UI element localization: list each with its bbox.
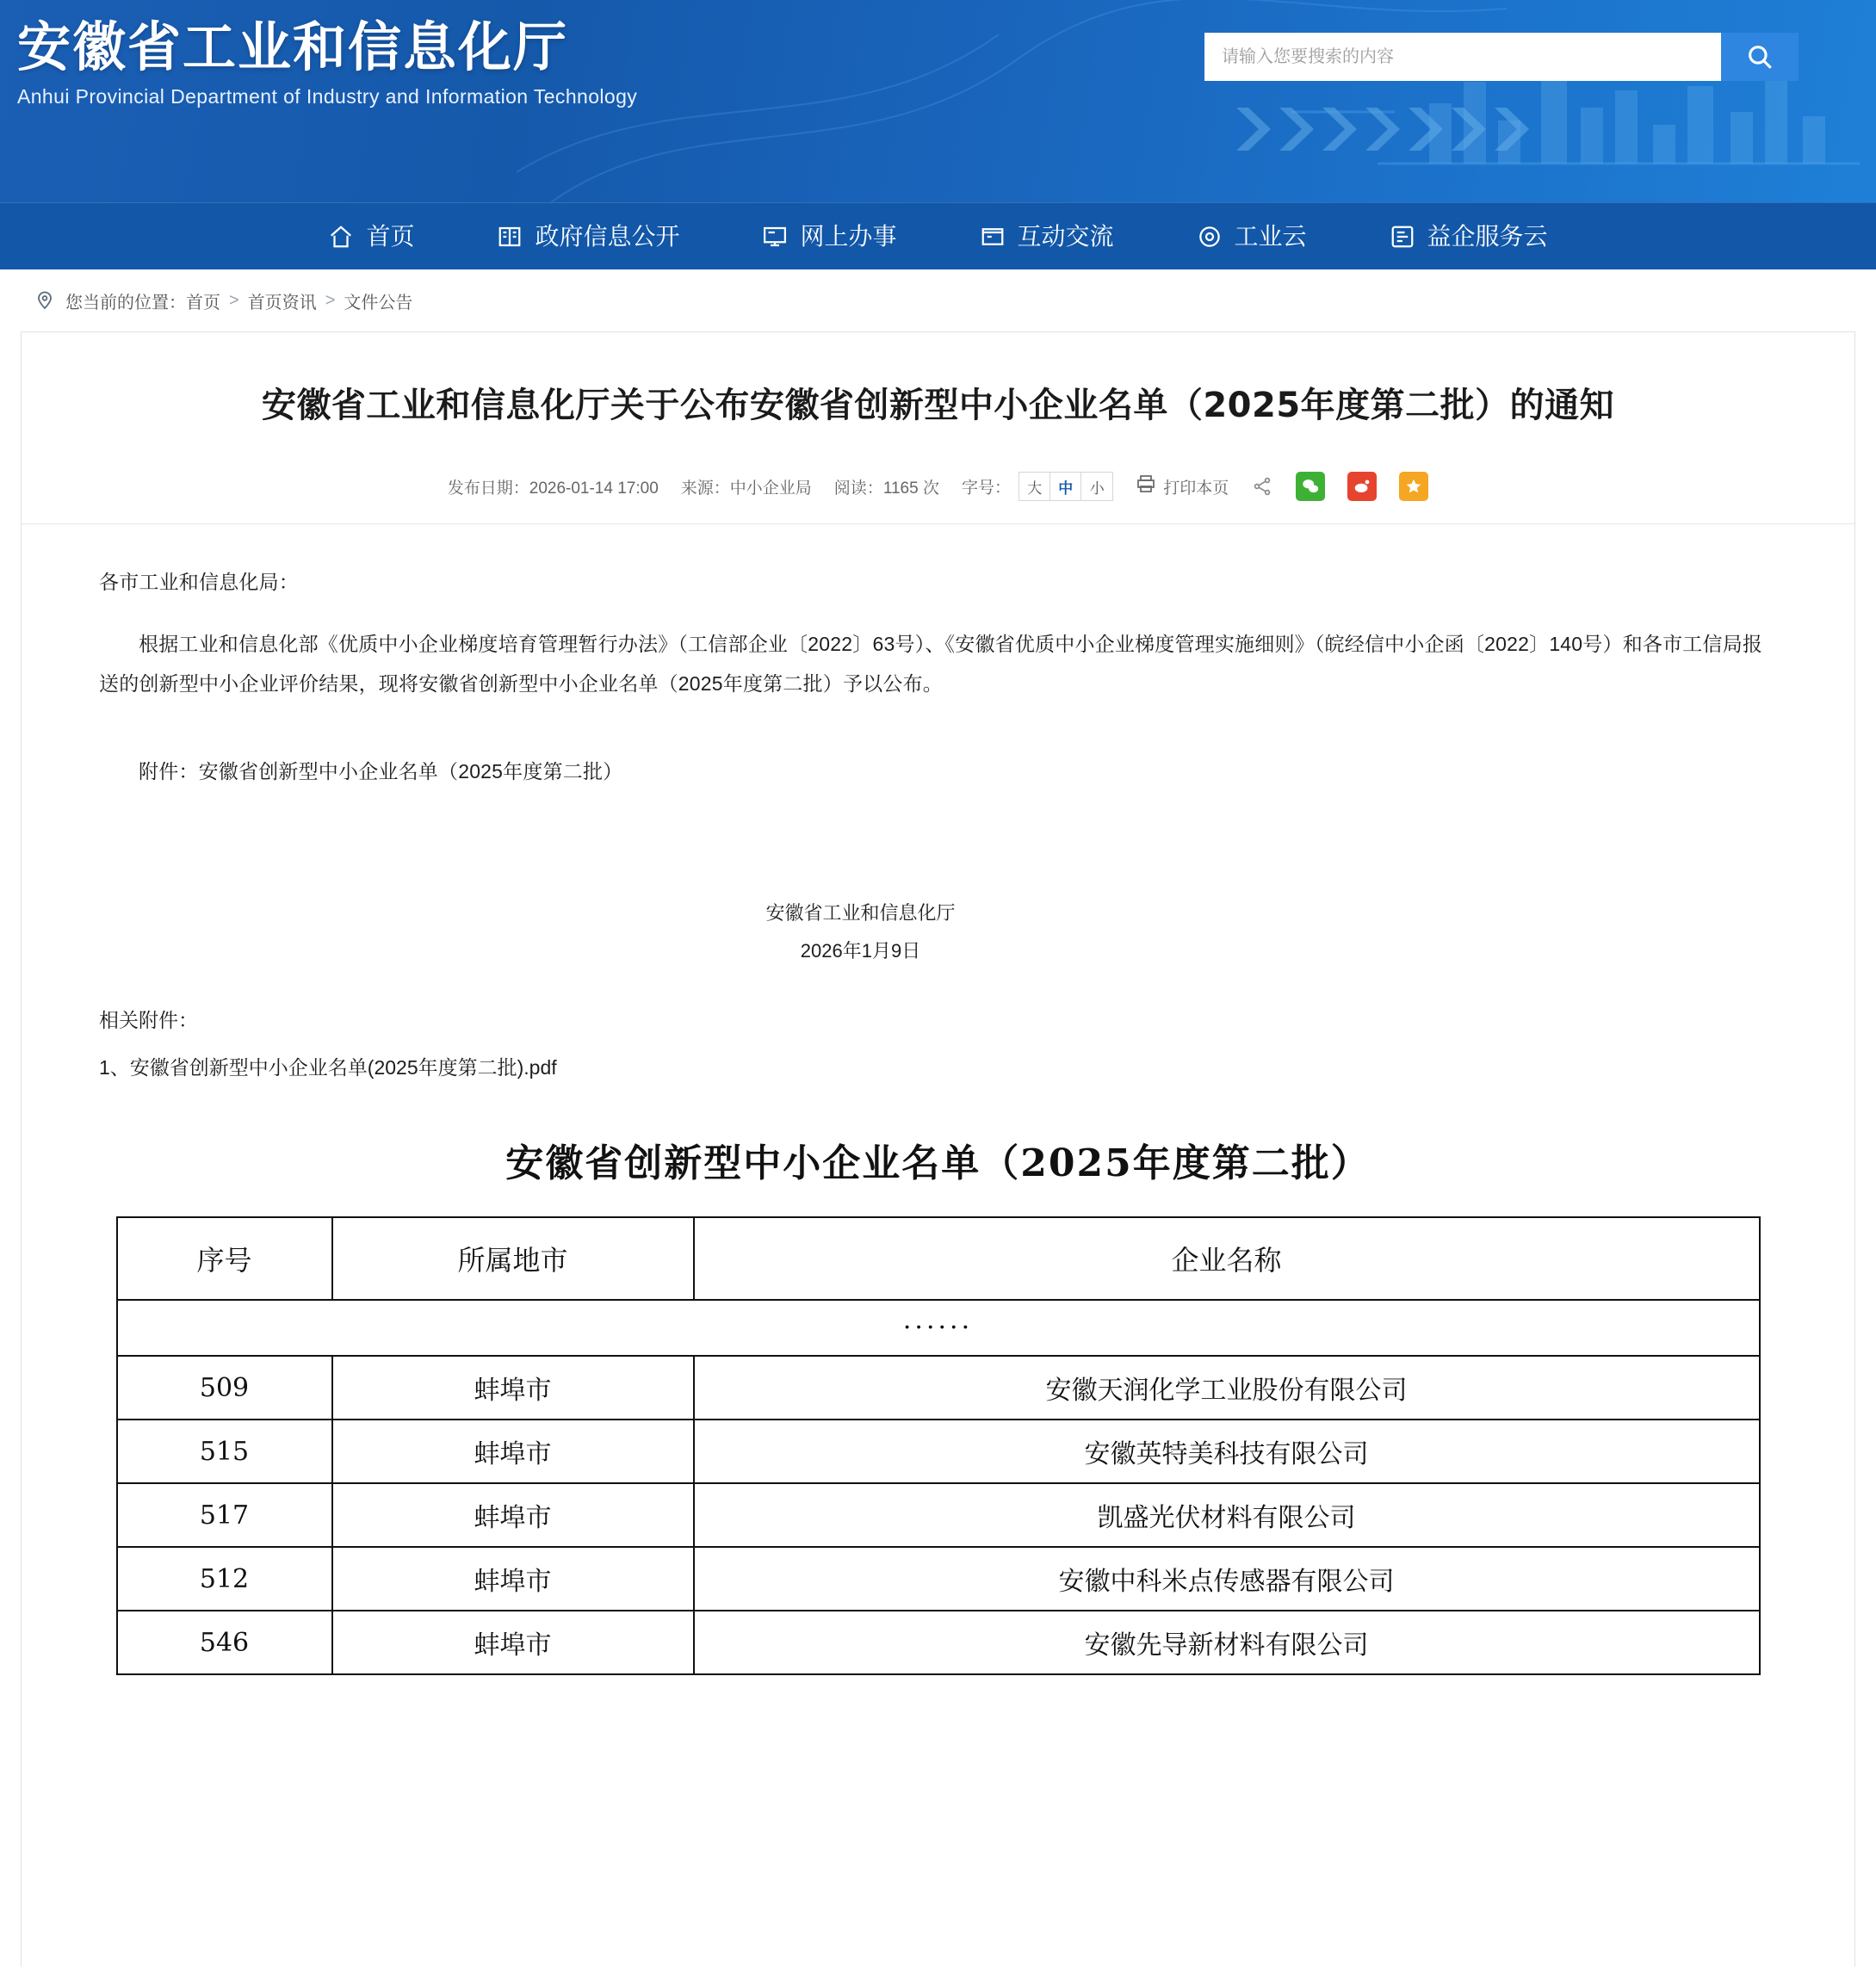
source-label: 来源： [680,479,730,498]
publish-date [448,475,659,498]
share-icon[interactable] [1251,472,1273,501]
nav-item-industrial-cloud[interactable] [1155,203,1348,270]
article-paragraph-salutation: 各市工业和信息化局： [99,571,299,593]
table-row [117,1547,1760,1611]
site-header [0,0,1876,202]
signature-block [99,894,1777,970]
breadcrumb-item-notice[interactable]: 文件公告 [344,293,413,312]
cell-city: 蚌埠市 [332,1483,694,1547]
cell-index: 517 [117,1483,332,1547]
nav-label: 工业云 [1234,222,1307,250]
search-input[interactable] [1204,33,1721,81]
source-value: 中小企业局 [729,479,812,498]
nav-item-online-service[interactable] [721,203,938,270]
fontsize-options [1018,472,1113,501]
column-header-index: 序号 [117,1217,332,1300]
table-row-ellipsis [117,1300,1760,1356]
search-button[interactable] [1721,33,1799,81]
meta-divider [22,523,1854,524]
table-row [117,1483,1760,1547]
article-panel [21,331,1855,1967]
printer-icon [1136,473,1156,499]
nav-label: 益企服务云 [1427,222,1548,250]
service-icon [1390,224,1415,250]
nav-item-gov-info[interactable] [455,203,721,270]
attachments-heading: 相关附件： [99,1009,198,1031]
home-icon [328,224,354,250]
article-paragraph-main: 根据工业和信息化部《优质中小企业梯度培育管理暂行办法》（工信部企业〔2022〕63号）、《安徽省优质中小企业梯度管理实施细则》（皖经信中小企函〔2022〕140号）和各市工信局报送的创新型中小企业评价结果，现将安徽省创新型中小企业名单（2025年度第二批）予以公布。 [99,633,1763,695]
site-title-cn: 安徽省工业和信息化厅 [17,15,569,78]
breadcrumb-item-news[interactable]: 首页资讯 [247,293,317,312]
cell-city: 蚌埠市 [332,1547,694,1611]
mail-icon [980,224,1006,250]
cloud-icon [1197,224,1223,250]
page-title: 安徽省工业和信息化厅关于公布安徽省创新型中小企业名单（2025年度第二批）的通知 [261,386,1615,425]
list-title: 安徽省创新型中小企业名单（2025年度第二批） [505,1141,1371,1185]
site-brand[interactable] [17,15,637,108]
monitor-icon [762,224,788,250]
fontsize-medium[interactable]: 中 [1050,473,1081,500]
signature-org: 安徽省工业和信息化厅 [765,902,956,924]
nav-label: 网上办事 [800,222,897,250]
favorite-icon[interactable] [1399,472,1428,501]
location-pin-icon [34,290,55,311]
weibo-icon[interactable] [1347,472,1377,501]
search-box [1204,33,1799,81]
book-icon [497,224,523,250]
views-value: 1165 次 [882,479,939,498]
print-label: 打印本页 [1163,479,1229,498]
cell-index: 515 [117,1420,332,1483]
nav-label: 互动交流 [1017,222,1114,250]
nav-item-interaction[interactable] [938,203,1155,270]
table-header-row [117,1217,1760,1300]
fontsize-control [962,472,1113,501]
nav-label: 首页 [366,222,415,250]
print-button[interactable] [1136,473,1229,499]
cell-index: 546 [117,1611,332,1674]
table-row [117,1420,1760,1483]
nav-label: 政府信息公开 [535,222,680,250]
breadcrumb [0,269,1876,331]
breadcrumb-separator: > [229,290,239,310]
cell-company: 安徽中科米点传感器有限公司 [694,1547,1760,1611]
cell-city: 蚌埠市 [332,1611,694,1674]
wechat-icon[interactable] [1296,472,1325,501]
cell-index: 509 [117,1356,332,1420]
breadcrumb-separator: > [325,290,336,310]
cell-company: 凯盛光伏材料有限公司 [694,1483,1760,1547]
breadcrumb-prefix: 您当前的位置： [65,293,186,312]
view-count [834,475,939,498]
fontsize-small[interactable]: 小 [1089,479,1105,497]
site-title-en: Anhui Provincial Department of Industry and Information Technology [17,85,638,108]
cell-company: 安徽先导新材料有限公司 [694,1611,1760,1674]
cell-index: 512 [117,1547,332,1611]
fontsize-large[interactable]: 大 [1019,473,1050,500]
signature-date: 2026年1月9日 [800,940,921,962]
column-header-company: 企业名称 [694,1217,1760,1300]
search-icon [1745,42,1774,71]
publish-date-value: 2026-01-14 17:00 [529,479,659,498]
article-meta [99,472,1777,501]
table-row [117,1356,1760,1420]
cell-city: 蚌埠市 [332,1420,694,1483]
table-row [117,1611,1760,1674]
cell-company: 安徽天润化学工业股份有限公司 [694,1356,1760,1420]
column-header-city: 所属地市 [332,1217,694,1300]
article-paragraph-attachment: 附件：安徽省创新型中小企业名单（2025年度第二批） [139,760,623,782]
publish-date-label: 发布日期： [447,479,529,498]
cell-company: 安徽英特美科技有限公司 [694,1420,1760,1483]
fontsize-label: 字号： [961,479,1011,498]
breadcrumb-item-home[interactable]: 首页 [186,293,220,312]
nav-item-home[interactable] [287,203,455,270]
cell-city: 蚌埠市 [332,1356,694,1420]
ellipsis-cell: ······ [117,1300,1760,1356]
views-label: 阅读： [833,479,883,498]
nav-item-service-cloud[interactable] [1348,203,1589,270]
enterprise-list-table [116,1216,1761,1675]
article-body [99,562,1777,791]
main-navigation [0,202,1876,269]
attachment-link-1[interactable]: 1、安徽省创新型中小企业名单(2025年度第二批).pdf [99,1056,557,1079]
source [681,475,812,498]
